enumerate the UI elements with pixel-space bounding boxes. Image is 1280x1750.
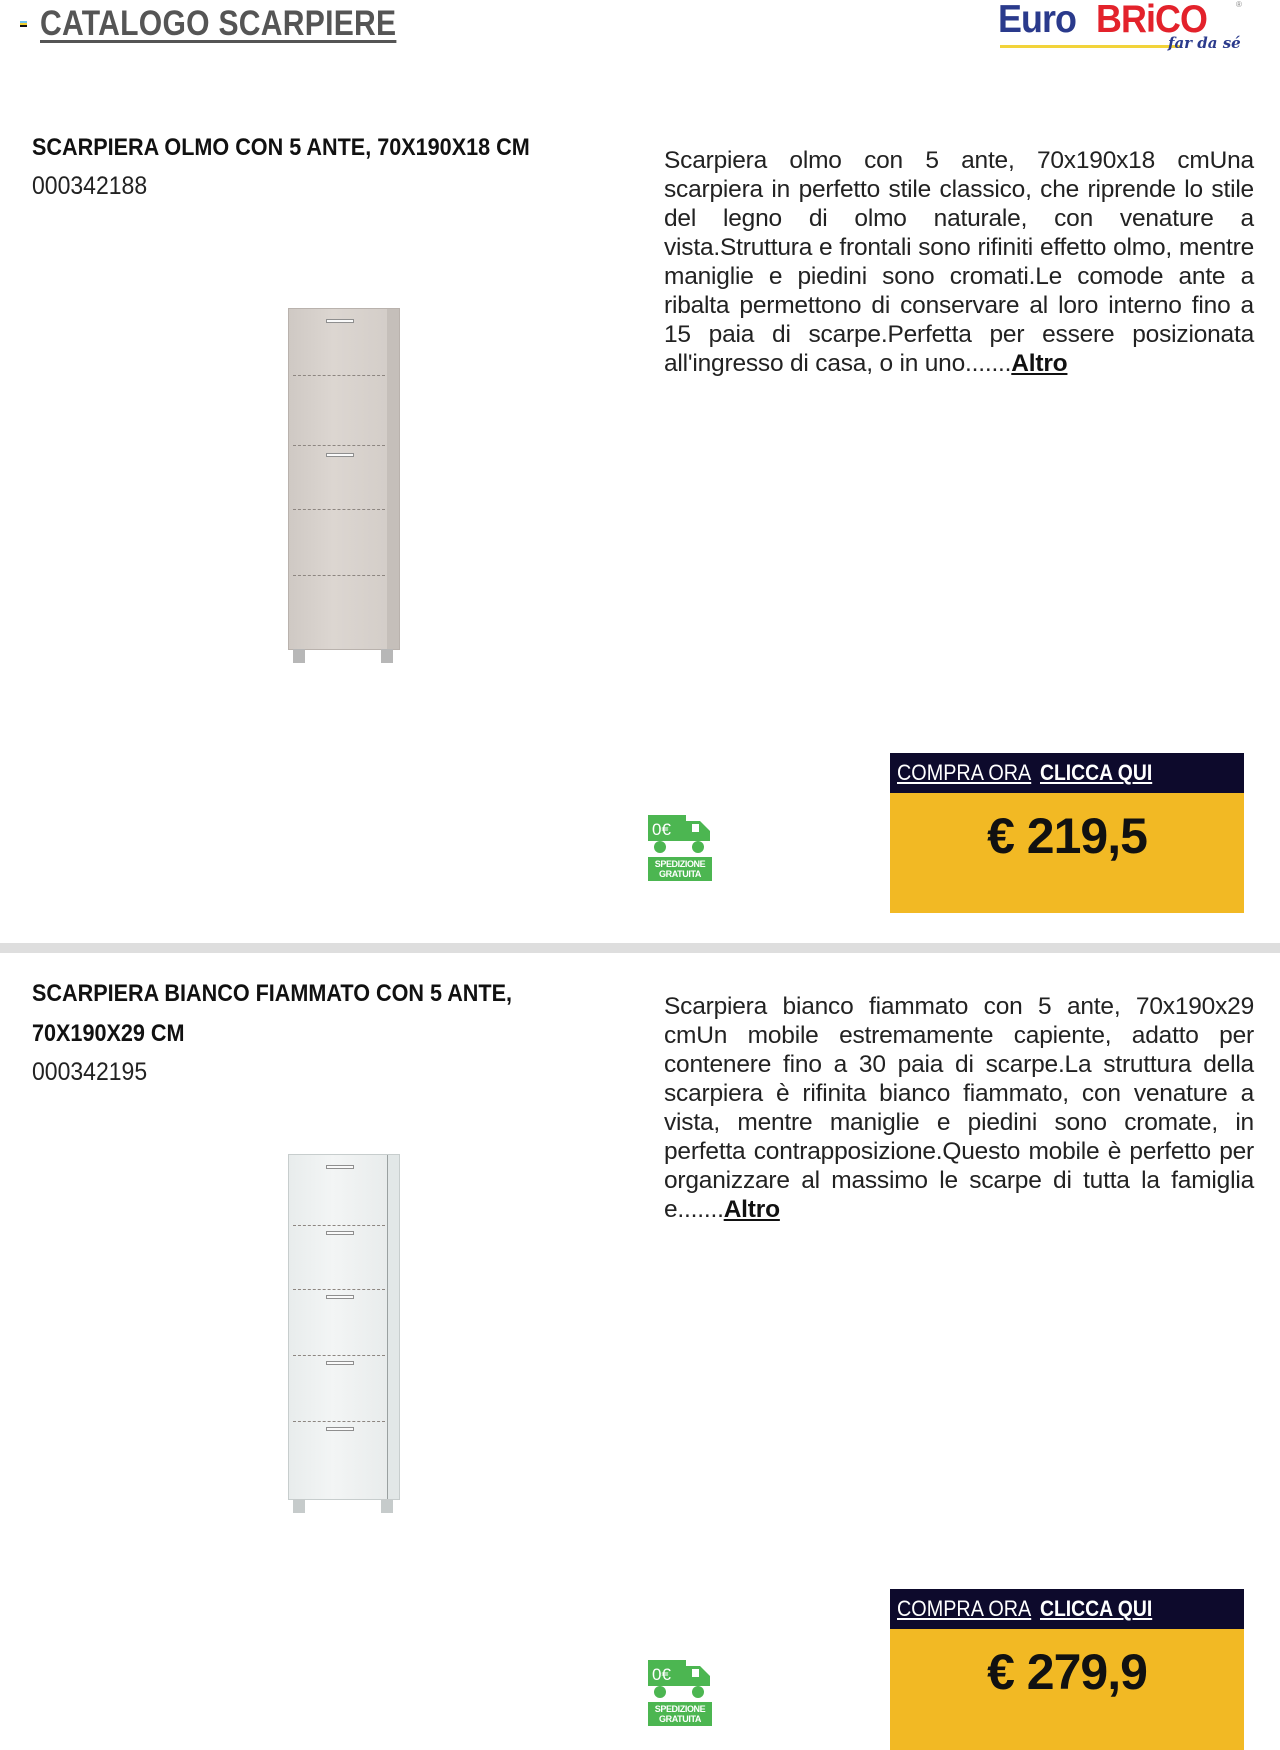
logo-tagline: far da sé [1168,34,1241,52]
shipping-label-line2: GRATUITA [659,869,701,879]
product-description [664,992,1254,1224]
click-here-link[interactable]: CLICCA QUI [1040,1596,1153,1621]
buy-box [890,753,1244,913]
price: € 279,9 [890,1629,1244,1750]
registered-mark: ® [1236,0,1242,9]
menu-icon[interactable] [20,21,27,28]
logo-euro: Euro [998,0,1077,41]
truck-icon [648,815,712,855]
section-divider [0,943,1280,953]
cabinet-white-illustration [288,1154,400,1500]
shipping-label-line2: GRATUITA [659,1714,701,1724]
free-shipping-badge [648,1660,712,1730]
product-code: 000342188 [32,172,148,200]
shipping-label-line1: SPEDIZIONE [654,1704,706,1714]
page-header [0,0,1280,60]
free-shipping-badge [648,815,712,885]
shipping-amount: 0€ [652,1665,671,1684]
shipping-amount: 0€ [652,820,671,839]
logo-underline [1000,45,1180,48]
shipping-label-line1: SPEDIZIONE [654,859,706,869]
price: € 219,5 [890,793,1244,913]
buy-header [890,1589,1244,1629]
more-link[interactable]: Altro [1011,350,1068,377]
product-title: SCARPIERA OLMO CON 5 ANTE, 70X190X18 CM [32,134,530,161]
logo-brico: BRiCO [1096,0,1208,41]
more-link[interactable]: Altro [723,1196,780,1223]
eurobrico-logo [996,0,1266,60]
shipping-label [648,1702,712,1726]
description-text: Scarpiera olmo con 5 ante, 70x190x18 cmUna scarpiera in perfetto stile classico, che riprende lo stile del legno di olmo naturale, con venature a vista.Struttura e frontali sono rifiniti effetto olmo, mentre maniglie e piedini sono cromati.Le comode ante a ribalta permettono di conservare al loro interno fino a 15 paia di scarpe.Perfetta per essere posizionata all'ingresso di casa, o in uno....... [664,147,1254,377]
buy-now-link[interactable]: COMPRA ORA [897,760,1032,785]
product-title: SCARPIERA BIANCO FIAMMATO CON 5 ANTE, 70X190X29 CM [32,980,513,1047]
product-code: 000342195 [32,1058,148,1086]
buy-header [890,753,1244,793]
product-image[interactable] [270,300,440,680]
product-image[interactable] [270,1150,440,1530]
click-here-link[interactable]: CLICCA QUI [1040,760,1153,785]
buy-now-link[interactable]: COMPRA ORA [897,1596,1032,1621]
product-description [664,146,1254,378]
page-title[interactable]: CATALOGO SCARPIERE [40,4,397,43]
description-text: Scarpiera bianco fiammato con 5 ante, 70x190x29 cmUn mobile estremamente capiente, adatto per contenere fino a 30 paia di scarpe.La struttura della scarpiera è rifinita bianco fiammato, con venature a vista, mentre maniglie e piedini sono cromate, in perfetta contrapposizione.Questo mobile è perfetto per organizzare al massimo le scarpe di tutta la famiglia e....... [664,993,1254,1223]
shipping-label [648,857,712,881]
cabinet-elm-illustration [288,308,400,650]
buy-box [890,1589,1244,1750]
truck-icon [648,1660,712,1700]
